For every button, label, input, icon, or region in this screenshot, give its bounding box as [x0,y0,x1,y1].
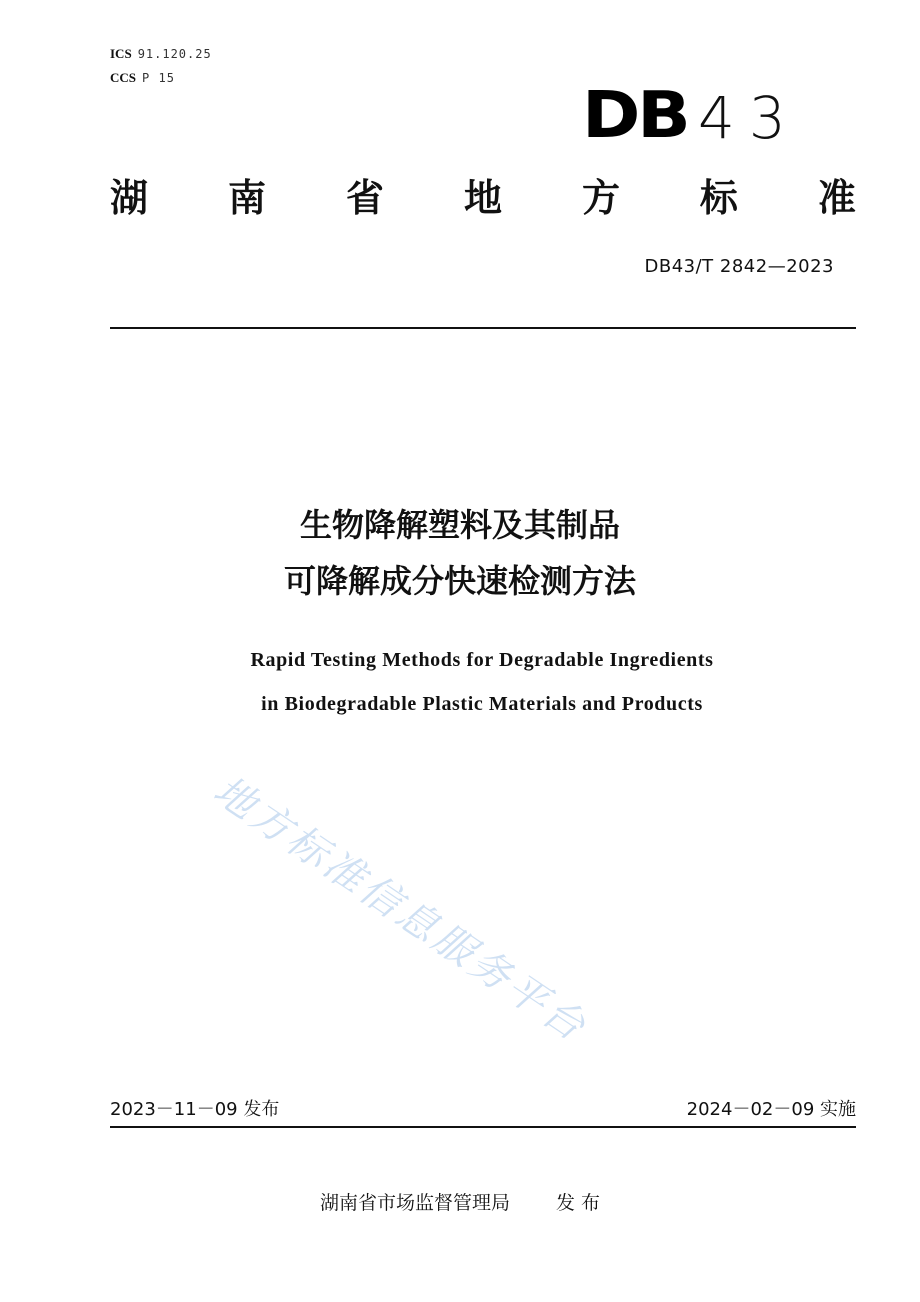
title-cn-line2: 可降解成分快速检测方法 [283,562,636,600]
watermark: 地方标准信息服务平台 [205,767,596,1052]
ics-value: 91.120.25 [137,47,212,61]
standard-type-char: 地 [463,176,502,220]
document-title-cn [0,500,920,606]
standard-type-char: 湖 [110,176,149,220]
publisher-org: 湖南省市场监督管理局 [319,1192,510,1214]
publisher-line [0,1190,920,1216]
ccs-value: P 15 [142,71,175,85]
standard-type-char: 省 [345,176,384,220]
publisher-action: 发 布 [555,1192,601,1214]
standard-type-char: 准 [817,176,856,220]
standard-number: DB43/T 2842—2023 [644,256,834,277]
issue-date: 2023－11－09 发布 [110,1099,280,1120]
db-logo: DB [582,79,688,153]
ccs-line [110,70,175,86]
standard-type-char: 南 [227,176,266,220]
standard-type-title [110,176,856,220]
top-divider [110,327,856,329]
document-title-en [0,638,920,726]
bottom-divider [110,1126,856,1128]
standard-type-char: 标 [699,176,738,220]
title-en-line2: in Biodegradable Plastic Materials and Products [261,693,703,715]
ccs-label: CCS [110,70,137,85]
ics-label: ICS [110,46,132,61]
db-province-code: 43 [698,84,800,152]
ics-line [110,46,212,62]
implement-date: 2024－02－09 实施 [686,1099,856,1120]
title-en-line1: Rapid Testing Methods for Degradable Ingredients [250,649,714,671]
title-cn-line1: 生物降解塑料及其制品 [299,506,620,544]
standard-type-char: 方 [581,176,620,220]
